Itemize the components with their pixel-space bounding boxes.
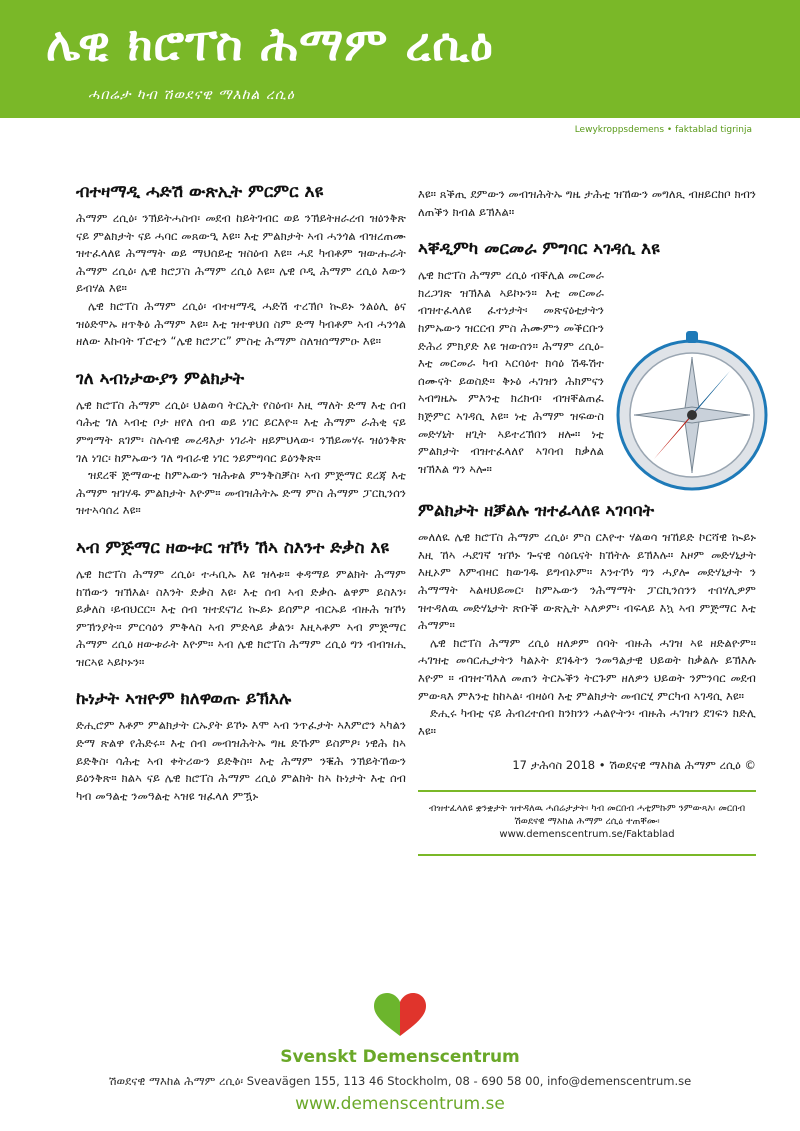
document-type-label: Lewykroppsdemens • faktablad tigrinja [574,125,752,135]
contact-address: ሽወደናዊ ማእከል ሕማም ረሲዕ፡ Sveavägen 155, 113 46 Stockholm, 08 - 690 58 00, info@demenscentrum.se [108,1074,692,1088]
footer [0,990,800,1116]
paragraph: ሌዊ ክሮፐስ ሕማም ረሲዕ፡ ብተዛማዲ ሓድሽ ተረኽቦ ኲይኑ ንልዕሊ ፅና ዝዕድሞኡ ዘጥቅዕ ሕማም እዩ። እቲ ዝተዋህበ ስም ድማ ካብቶም ኣብ ሓንጎል ዘለው እኩባት ፕሮቲን “ሌዊ ክሮፖር” ምስቲ ሕማም ስለዝሰማምዑ እዩ። [76,298,406,349]
right-column [418,186,756,856]
section-heading: ኣብ ምጅማር ዘውቱር ዝኾነ ኸኣ ስእንተ ድቃስ እዩ [76,537,389,558]
left-column [76,180,406,821]
publication-date: 17 ታሕሳስ 2018 • ሽወደናዊ ማእከል ሕማም ረሲዕ © [512,758,756,773]
paragraph: ሌዊ ክሮፐስ ሕማም ረሲዕ፡ ተሓቢኡ እዩ ዝላቱ። ቀዳማይ ምልክት ሕማም ከኸውን ዝኽእል፡ ስእንት ድቃስ እዩ፡ እቲ ሰብ ኣብ ድቃሱ ልዋም ይስእን፡ ይቃለስ ፡ይብህርር። እቲ ሰብ ዝተደናገረ ኲይኑ ይሰምዖ ብርኡይ ብዙሕ ዝኾነ ምኽንያት። ምርሳዕን ምቅላስ ኣብ ምድላይ ቃልን፡ እዚኣቶም ኣብ ምጅማር ሕማም ረሲዕ ዘውቱራት እዮም። ኣብ ሌዊ ክሮፐስ ሕማም ረሲዕ ግን ብብዝሒ ዝርኣዩ ኣይኮኑን። [76,566,406,669]
paragraph: ሕማም ረሲዕ፡ ንኽይትሓስብ፡ መደብ ከይትገብር ወይ ንኽይትዘራረብ ዝዕንቅጽ ናይ ምልክታት ናይ ሓባር መጸውዒ እዩ። እቲ ምልክታት ኣብ ሓንጎል ብዝረጠሙ ዝተፈላለዩ ሕማማት ወይ ማህሰይቲ ዝስዕብ እዩ። ሓደ ካብቶም ዝውሑራት ሕማም ረሲዕ፡ ሌዊ ክሮፓስ ሕማም ረሲዕ እዩ። ሌዊ ቦዲ ሕማም ረሲዕ እውን ይብሃል እዩ። [76,211,406,296]
paragraph: ሌዊ ክሮፐስ ሕማም ረሲዕ ብቐሊል መርመራ ክረጋገጽ ዝኽእል ኣይኮኑን። እቲ መርመራ ብዝተፈላለዩ ፈተነታት፡ መጽናዕቲታትን ከምኡውን ዝርርብ ምስ ሕሙምን መቕርቡን ድሕሪ ምክያድ እዩ ዝውሰን። ሕማም ረሲዕ-እቲ መርመራ ካብ ኣርባዕተ ክሳዕ ሽዱሽተ ሰሙናት ይወስድ። ቅኑዕ ሓገዝን ሕክምናን ኣብግዜኡ ምእንቲ ክረክብ፡ ብዝቐልጠፈ ክጅምር ኣገዳሲ እዩ። ነቲ ሕማም ዝፍውስ መድሃኒት ዘጊት ኣይተረኽበን ዘሎ። ነቲ ምልክታት ብዝተፈላለየ ኣገባብ ክቃለል ዝኽእል ግን ኣሎ። [418,268,604,476]
page-title: ሌዊ ክሮፐስ ሕማም ረሲዕ [46,17,494,71]
section-heading: ምልክታት ዘቓልሉ ዝተፈላለዩ ኣገባባት [418,501,655,522]
website-link[interactable]: www.demenscentrum.se [295,1094,505,1114]
divider-bottom [418,854,756,856]
heart-logo-icon [370,990,430,1040]
brand-name: Svenskt Demenscentrum [280,1047,520,1067]
paragraph: ድሒሩ ካብቲ ናይ ሕብረተሰብ ክንክንን ሓልዮትን፡ ብዙሕ ሓገዝን ደገፍን ክድሊ እዩ። [418,706,756,738]
section-heading: ገለ ኣብነታውያን ምልክታት [76,368,245,389]
section-new-research [76,180,406,351]
translations-link[interactable]: www.demenscentrum.se/Faktablad [499,829,675,841]
paragraph: ሌዊ ክሮፐስ ሕማም ረሲዕ፡ ህልወሳ ትርኢት የስዕብ፡ እዚ ማለት ድማ እቲ ሰብ ሳሕቲ ገለ ኣብቲ ቦታ ዘየለ ሰብ ወይ ነገር ይርእዮ። እቲ ሕማም ራሕቂ ናይ ምግማት ጸገም፡ ስሉሳዊ መረዳእታ ነገራት ዘይምህላው፡ ንኽይመሃሩ ዝዕንቅጽ ገለ ነገር፡ ከምኡውን ገለ ግብራዊ ነገር ንይምግባር ይዕንቅጽ። [76,397,406,465]
paragraph: መለለዪ ሌዊ ክሮፐስ ሕማም ረሲዕ፡ ምስ ርእዮተ ሃልወሳ ዝኸይድ ኮርሻዊ ኲይኑ እዚ ኸኣ ሓደገኛ ዝኾኑ ጐናዊ ሳዕቤናት ክኸትሉ ይኽእሉ። እዞም መድሃኒታት እዚኦም እምብዛር ክውገዱ ይግብኦም። እንተኾነ ግን ሓያሎ መድሃኒታት ን ሕማማት ኣልዛህይመር፡ ከምኡውን ንሕማማት ፓርኪንሰንን ተበሃሊዎም ዝተዳለዉ መድሃኒታት ጽቡቕ ውጽኢት ኣለዎም፡ ብፍላይ እኳ ኣብ ምጅማር እቲ ሕማም። [418,530,756,633]
paragraph: ሌዊ ክሮፐስ ሕማም ረሲዕ ዘለዎም ሰባት ብዙሕ ሓገዝ ኣዩ ዘድልዮም። ሓገዝቲ መሳርሒታትን ካልኦት ደገፋትን ንመዓልታዊ ህይወት ከቃልሉ ይኽእሉ እዮም ። ብዝተኻእለ መጠን ትርኡቕን ትርጉም ዘለዎን ህይወት ንምንባር መደብ ምውጻእ ምእንቲ ከከኣል፡ ብዛዕባ እቲ ምልክታት መብርሂ ምርካብ ኣገዳሲ እዩ። [418,635,756,703]
section-fluctuations [76,687,406,805]
continued-paragraph: እዩ። ጸቕጢ ደምውን መብዝሕትኡ ግዜ ታሕቲ ዝኸውን መግለጺ ብዘይርከቦ ክብን ለጠቕን ክብል ይኽእል። [418,187,756,219]
section-heading: ብተዛማዲ ሓድሽ ውጽኢት ምርምር እዩ [76,182,324,202]
section-heading: ኣቐዲምካ መርመራ ምግባር ኣገዳሲ እዩ [418,239,660,260]
translations-note [418,792,756,854]
section-heading: ኩነታት ኣዝዮም ክለዋወጡ ይኽእሉ [76,689,292,710]
title-banner [0,0,800,118]
paragraph: ዝደረቐ ጅማውቲ ከምኡውን ዝሕቱል ምንቅስቓስ፡ ኣብ ምጅማር ደረጃ እቲ ሕማም ዝገሃዱ ምልክታት እዮም። መብዝሕትኡ ድማ ምስ ሕማም ፓርኪንሰን ዝተኣሳሰረ እዩ። [76,468,406,518]
translations-note-text: ብዝተፈላለዩ ቋንቋታት ዝተዳለዉ ሓበሬታታት፡ ካብ መርበብ ሓቲምኩም ንምውጻእ፡ መርበብ ሽወደናዊ ማእከል ሕማም ረሲዕ ተጠቐሙ፡ [428,803,746,828]
paragraph: ድሒሮም እቶም ምልክታት ርኡያት ይኾኑ እሞ ኣብ ንጥፈታት ኣእምሮን ኣካልን ድማ ጽልዋ የሕድሩ። እቲ ሰብ መብዝሕትኡ ግዜ ድኹም ይስምዖ፡ ነዊሕ ከኣ ይድቅስ፡ ሳሕቲ ኣብ ቀትሪውን ይድቅስ። እቲ ሕማም ንቑሕ ንኽይትኸውን ይዕንቅጽ። ክልኣ ናይ ሌዊ ክሮፐስ ሕማም ረሲዕ ምልክት ከኣ ኩነታት እቲ ሰብ ካብ መዓልቲ ንመዓልቲ ኣዝዩ ዝፈላለ ምዃኑ [76,718,406,803]
page-subtitle: ሓበሬታ ካብ ሽወደናዊ ማእከል ረሲዕ [88,87,295,103]
section-typical-symptoms [76,367,406,520]
section-treatment-approaches [418,499,756,740]
compass-icon [612,329,772,495]
section-sleep-disorder [76,536,406,672]
section-early-diagnosis [418,237,756,478]
